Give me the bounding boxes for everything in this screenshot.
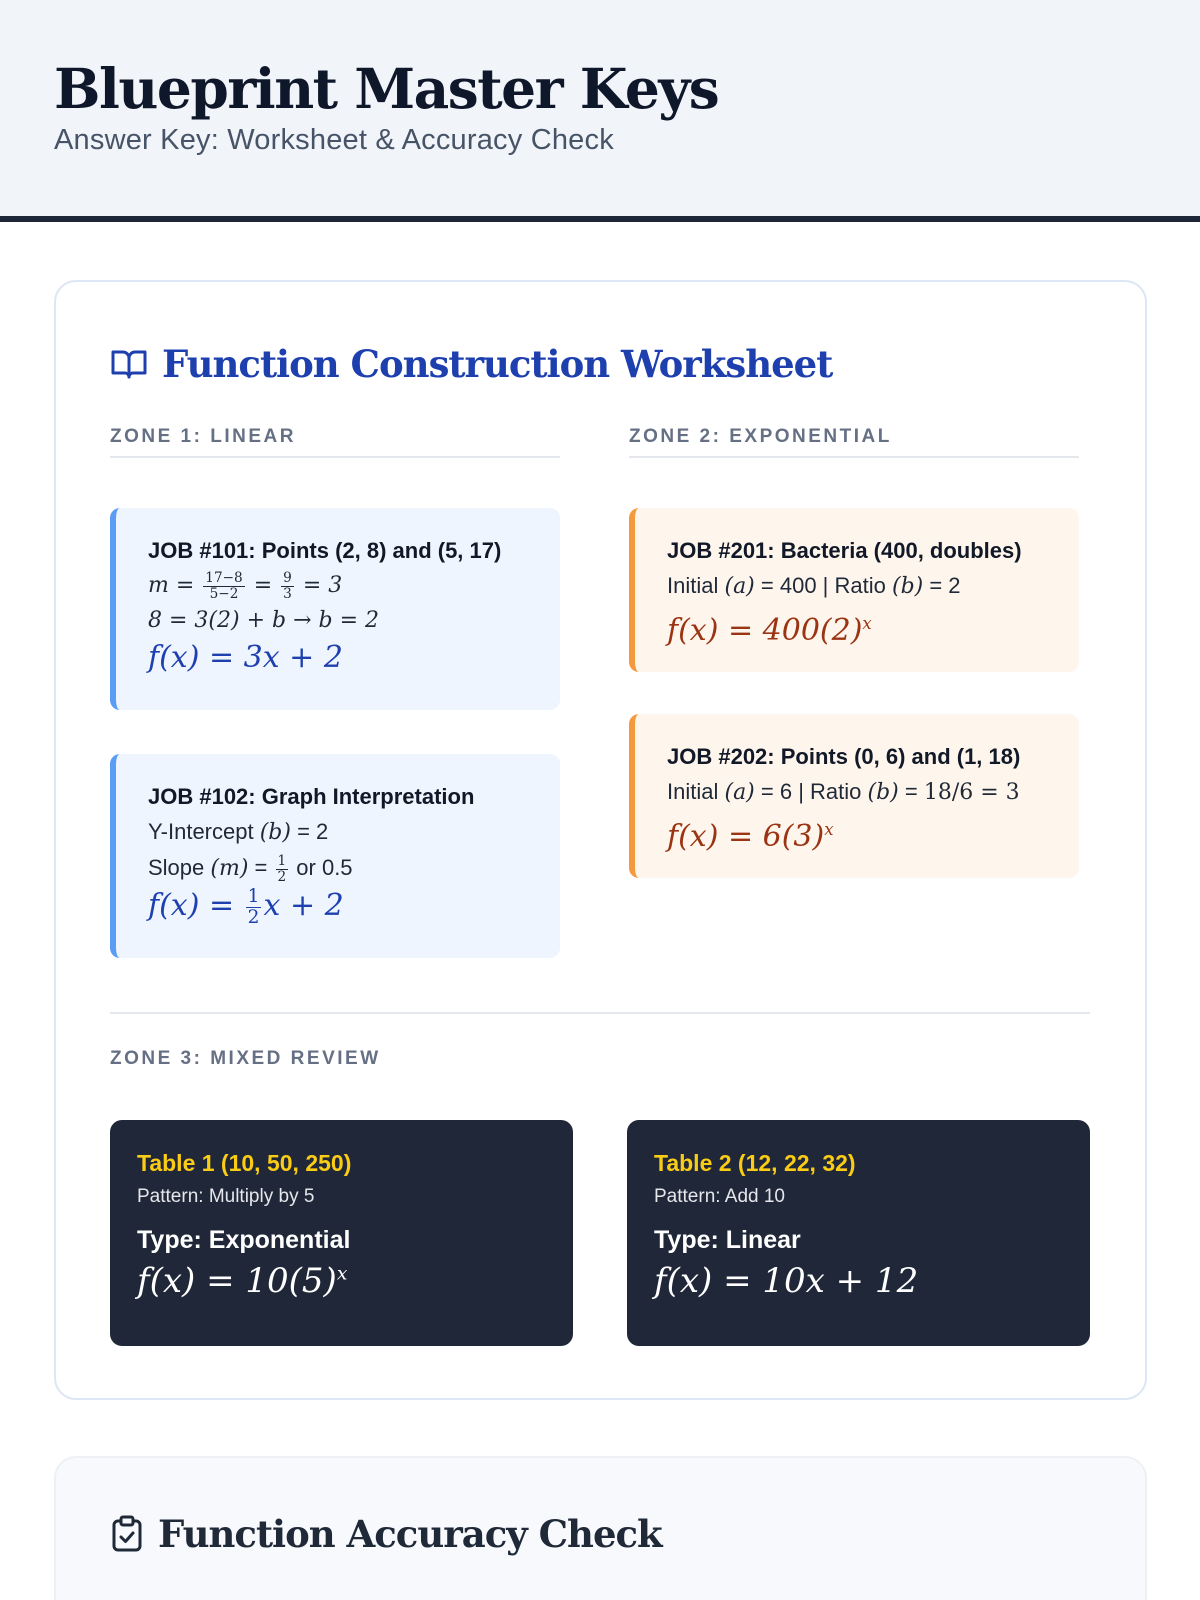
job-202-card bbox=[629, 714, 1079, 878]
job-201-result bbox=[667, 604, 1079, 651]
page-title: Blueprint Master Keys bbox=[54, 56, 719, 121]
result-exponent: x bbox=[824, 820, 834, 839]
slope-var: (m) bbox=[210, 856, 249, 881]
slope-fraction bbox=[276, 854, 289, 884]
job-102-slope bbox=[148, 850, 560, 886]
job-102-result bbox=[148, 886, 560, 927]
fraction-numerator: 1 bbox=[277, 853, 287, 870]
table-2-pattern: Pattern: Add 10 bbox=[654, 1186, 785, 1207]
job-202-title: JOB #202: Points (0, 6) and (1, 18) bbox=[667, 744, 1021, 769]
fraction-numerator: 17−8 bbox=[205, 570, 243, 587]
slope-fraction bbox=[203, 571, 244, 601]
ratio-value: 18/6 = 3 bbox=[923, 780, 1020, 805]
job-102-title: JOB #102: Graph Interpretation bbox=[148, 784, 475, 809]
page-subtitle: Answer Key: Worksheet & Accuracy Check bbox=[54, 124, 614, 156]
table-2-title: Table 2 (12, 22, 32) bbox=[654, 1150, 856, 1176]
result-suffix: x + 2 bbox=[263, 888, 344, 923]
fraction-denominator: 3 bbox=[283, 585, 292, 602]
initial-var: (a) bbox=[724, 780, 755, 805]
worksheet-heading bbox=[110, 342, 832, 386]
job-101-slope bbox=[148, 568, 560, 603]
fraction-denominator: 2 bbox=[247, 906, 260, 928]
worksheet-title: Function Construction Worksheet bbox=[162, 342, 833, 386]
section-divider bbox=[110, 1012, 1090, 1014]
slope-label: Slope bbox=[148, 855, 211, 880]
fraction-numerator: 1 bbox=[247, 885, 260, 907]
result-base: f(x) = 6(3) bbox=[667, 819, 825, 854]
table-1-type: Type: Exponential bbox=[137, 1226, 351, 1254]
table-1-card bbox=[110, 1120, 573, 1346]
zone-1-label: ZONE 1: LINEAR bbox=[110, 426, 560, 458]
accuracy-heading bbox=[110, 1512, 662, 1556]
page-header bbox=[0, 0, 1200, 222]
ratio-label: Ratio bbox=[828, 573, 892, 598]
intercept-value: = 2 bbox=[290, 819, 329, 844]
worksheet-card bbox=[54, 280, 1147, 1400]
slope-result: = 3 bbox=[302, 573, 343, 598]
job-201-params bbox=[667, 568, 1079, 604]
job-202-params bbox=[667, 774, 1079, 810]
initial-label: Initial bbox=[667, 779, 725, 804]
ratio-label: Ratio bbox=[803, 779, 868, 804]
table-2-type: Type: Linear bbox=[654, 1226, 801, 1254]
clipboard-check-icon bbox=[110, 1515, 144, 1553]
job-101-step: 8 = 3(2) + b → b = 2 bbox=[148, 608, 379, 633]
job-101-result: f(x) = 3x + 2 bbox=[148, 640, 343, 675]
fraction-numerator: 9 bbox=[283, 570, 292, 587]
equals-sign: = bbox=[248, 855, 274, 880]
initial-label: Initial bbox=[667, 573, 725, 598]
accuracy-card bbox=[54, 1456, 1147, 1600]
slope-decimal: or 0.5 bbox=[290, 855, 353, 880]
job-102-card bbox=[110, 754, 560, 958]
separator: | bbox=[798, 779, 804, 804]
table-1-pattern: Pattern: Multiply by 5 bbox=[137, 1186, 315, 1207]
fraction-denominator: 5−2 bbox=[209, 585, 239, 602]
job-102-intercept bbox=[148, 814, 560, 850]
reduced-fraction bbox=[281, 571, 294, 601]
ratio-equals: = bbox=[898, 779, 924, 804]
book-icon bbox=[110, 347, 148, 381]
result-base: f(x) = 400(2) bbox=[667, 613, 863, 648]
job-201-card bbox=[629, 508, 1079, 672]
accuracy-title: Function Accuracy Check bbox=[158, 1512, 662, 1556]
result-prefix: f(x) = bbox=[148, 888, 244, 923]
equals-sign: = bbox=[253, 573, 273, 598]
zone-2-label: ZONE 2: EXPONENTIAL bbox=[629, 426, 1079, 458]
result-fraction bbox=[246, 887, 262, 927]
job-202-result bbox=[667, 810, 1079, 857]
ratio-var: (b) bbox=[891, 574, 924, 599]
job-101-card bbox=[110, 508, 560, 710]
fraction-denominator: 2 bbox=[277, 868, 287, 885]
zone-3-label: ZONE 3: MIXED REVIEW bbox=[110, 1048, 381, 1069]
function-base: f(x) = 10(5) bbox=[137, 1261, 337, 1301]
job-101-title: JOB #101: Points (2, 8) and (5, 17) bbox=[148, 538, 502, 563]
table-2-card bbox=[627, 1120, 1090, 1346]
table-1-title: Table 1 (10, 50, 250) bbox=[137, 1150, 352, 1176]
table-1-function bbox=[137, 1261, 573, 1301]
initial-var: (a) bbox=[724, 574, 755, 599]
separator: | bbox=[822, 573, 829, 598]
slope-var: m = bbox=[148, 573, 195, 598]
intercept-var: (b) bbox=[259, 820, 291, 845]
ratio-value: = 2 bbox=[923, 573, 961, 598]
initial-value: = 400 bbox=[754, 573, 823, 598]
job-201-title: JOB #201: Bacteria (400, doubles) bbox=[667, 538, 1022, 563]
table-2-function: f(x) = 10x + 12 bbox=[654, 1261, 919, 1301]
result-exponent: x bbox=[862, 614, 872, 633]
ratio-var: (b) bbox=[867, 780, 899, 805]
initial-value: = 6 bbox=[754, 779, 799, 804]
intercept-label: Y-Intercept bbox=[148, 819, 260, 844]
function-exponent: x bbox=[336, 1263, 348, 1285]
